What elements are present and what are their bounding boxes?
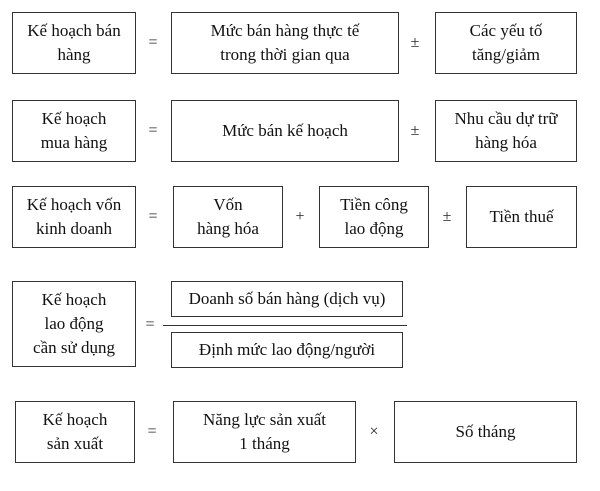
box-dinh-muc-lao-dong <box>171 332 403 368</box>
term-line: Số tháng <box>455 422 516 441</box>
label-ke-hoach-von-kinh-doanh <box>12 186 136 248</box>
label-line: lao động <box>44 314 104 333</box>
term-line: Doanh số bán hàng (dịch vụ) <box>188 289 386 308</box>
fraction-line <box>163 325 407 326</box>
label-line: sản xuất <box>46 434 104 453</box>
term-line: 1 tháng <box>239 434 290 453</box>
label-line: Kế hoạch <box>42 410 108 429</box>
box-cac-yeu-to <box>435 12 577 74</box>
label-ke-hoach-mua-hang <box>12 100 136 162</box>
plus-minus-sign: ± <box>410 122 420 139</box>
box-nhu-cau-du-tru <box>435 100 577 162</box>
label-line: mua hàng <box>40 133 108 152</box>
label-ke-hoach-lao-dong <box>12 281 136 367</box>
label-ke-hoach-ban-hang <box>12 12 136 74</box>
equals-sign: = <box>147 423 157 440</box>
term-line: Nhu cầu dự trữ <box>454 109 558 128</box>
term-line: lao động <box>344 219 404 238</box>
multiply-sign: × <box>369 423 379 440</box>
plus-minus-sign: ± <box>410 34 420 51</box>
label-line: Kế hoạch bán <box>27 21 121 40</box>
equals-sign: = <box>145 316 155 333</box>
term-line: trong thời gian qua <box>220 45 350 64</box>
box-muc-ban-hang-thuc-te <box>171 12 399 74</box>
term-line: Mức bán hàng thực tế <box>210 21 360 40</box>
label-line: hàng <box>57 45 91 64</box>
term-line: tăng/giảm <box>472 45 540 64</box>
label-line: Kế hoạch vốn <box>26 195 122 214</box>
box-nang-luc-san-xuat <box>173 401 356 463</box>
equals-sign: = <box>148 34 158 51</box>
box-tien-cong-lao-dong <box>319 186 429 248</box>
box-tien-thue <box>466 186 577 248</box>
plus-sign: + <box>295 208 305 225</box>
label-line: Kế hoạch <box>41 109 107 128</box>
equals-sign: = <box>148 122 158 139</box>
equals-sign: = <box>148 208 158 225</box>
term-line: Định mức lao động/người <box>198 340 376 359</box>
plus-minus-sign: ± <box>442 208 452 225</box>
box-von-hang-hoa <box>173 186 283 248</box>
term-line: Tiền công <box>340 195 408 214</box>
term-line: Các yếu tố <box>469 21 543 40</box>
box-doanh-so-ban-hang <box>171 281 403 317</box>
label-line: kinh doanh <box>35 219 112 238</box>
term-line: Năng lực sản xuất <box>203 410 326 429</box>
box-so-thang <box>394 401 577 463</box>
label-line: cần sử dụng <box>33 338 115 357</box>
term-line: hàng hóa <box>197 219 259 238</box>
term-line: Mức bán kế hoạch <box>222 121 348 140</box>
term-line: Tiền thuế <box>489 207 554 226</box>
box-muc-ban-ke-hoach <box>171 100 399 162</box>
term-line: hàng hóa <box>475 133 537 152</box>
label-line: Kế hoạch <box>41 290 107 309</box>
term-line: Vốn <box>213 195 243 214</box>
label-ke-hoach-san-xuat <box>15 401 135 463</box>
